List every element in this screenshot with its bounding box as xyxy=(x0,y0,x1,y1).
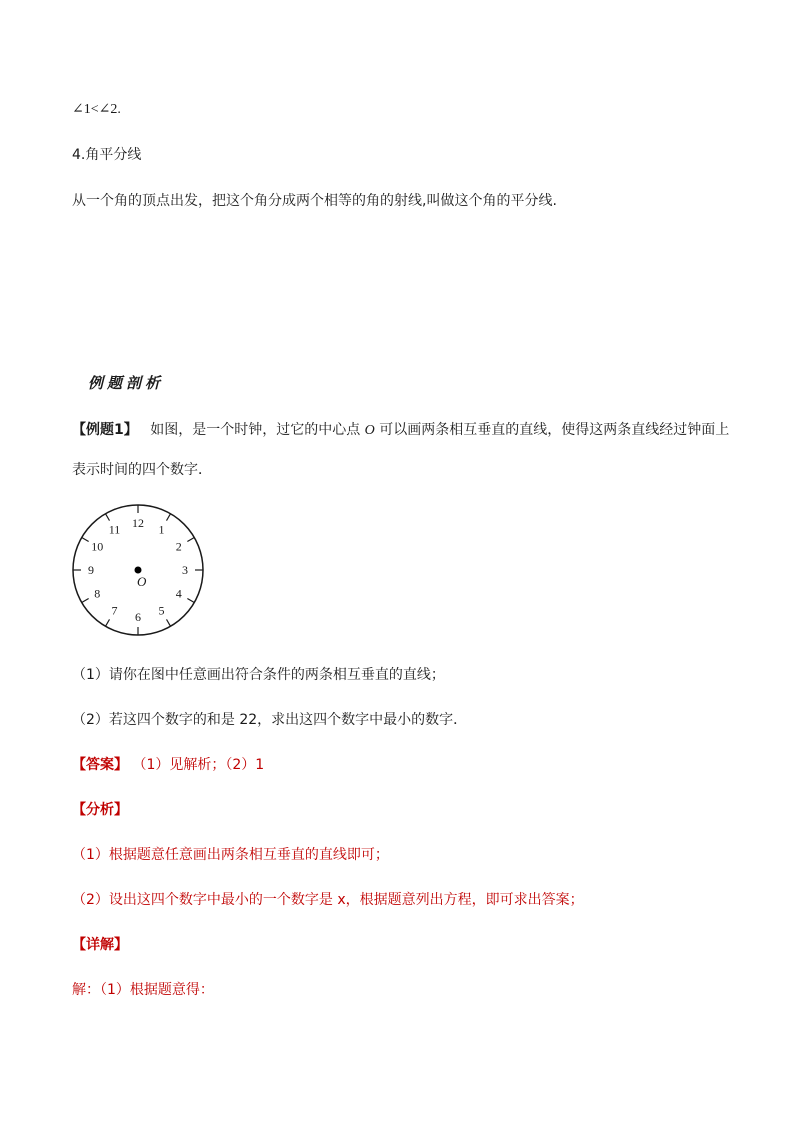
answer-text: （1）见解析；（2）1 xyxy=(132,757,265,773)
clock-number: 2 xyxy=(175,539,182,554)
clock-tick xyxy=(167,619,171,626)
example-center-label: O xyxy=(364,423,375,438)
question-1: （1）请你在图中任意画出符合条件的两条相互垂直的直线； xyxy=(72,667,445,683)
angle-bisector-heading: 4.角平分线 xyxy=(72,147,142,163)
analysis-tag: 【分析】 xyxy=(72,802,128,818)
clock-center-dot xyxy=(135,567,142,574)
clock-number: 10 xyxy=(91,539,104,554)
clock-tick xyxy=(167,514,171,521)
example-text-b: 可以画两条相互垂直的直线，使得这两条直线经过钟面上 xyxy=(379,422,730,438)
clock-number: 6 xyxy=(135,610,141,624)
clock-number: 8 xyxy=(94,586,101,601)
clock-number: 12 xyxy=(132,516,144,530)
angle-relation: ∠1<∠2. xyxy=(72,102,121,117)
clock-number: 3 xyxy=(182,563,188,577)
angle-bisector-definition: 从一个角的顶点出发，把这个角分成两个相等的角的射线,叫做这个角的平分线. xyxy=(72,193,557,209)
question-2: （2）若这四个数字的和是 22，求出这四个数字中最小的数字． xyxy=(72,712,468,728)
section-title: 例题剖析 xyxy=(88,374,165,392)
clock-tick xyxy=(106,514,110,521)
example-text-a: 如图，是一个时钟，过它的中心点 xyxy=(150,422,361,438)
clock-tick xyxy=(187,538,194,542)
clock-number: 9 xyxy=(88,563,94,577)
example-tag: 【例题1】 xyxy=(72,422,138,438)
clock-tick xyxy=(82,538,89,542)
clock-center-label: O xyxy=(137,574,147,589)
clock-number: 4 xyxy=(175,586,182,601)
answer-line xyxy=(72,755,264,775)
answer-tag: 【答案】 xyxy=(72,757,128,773)
detail-p1: 解：（1）根据题意得： xyxy=(72,982,214,998)
clock-figure xyxy=(70,500,210,640)
clock-number: 1 xyxy=(158,522,165,537)
clock-tick xyxy=(82,599,89,603)
clock-tick xyxy=(106,619,110,626)
example-statement xyxy=(72,420,729,441)
example-statement-line2: 表示时间的四个数字． xyxy=(72,462,212,478)
clock-number: 5 xyxy=(158,603,165,618)
clock-tick xyxy=(187,599,194,603)
analysis-p2: （2）设出这四个数字中最小的一个数字是 x，根据题意列出方程，即可求出答案； xyxy=(72,892,584,908)
analysis-p1: （1）根据题意任意画出两条相互垂直的直线即可； xyxy=(72,847,389,863)
clock-number: 7 xyxy=(111,603,118,618)
detail-tag: 【详解】 xyxy=(72,937,128,953)
clock-number: 11 xyxy=(108,522,121,537)
